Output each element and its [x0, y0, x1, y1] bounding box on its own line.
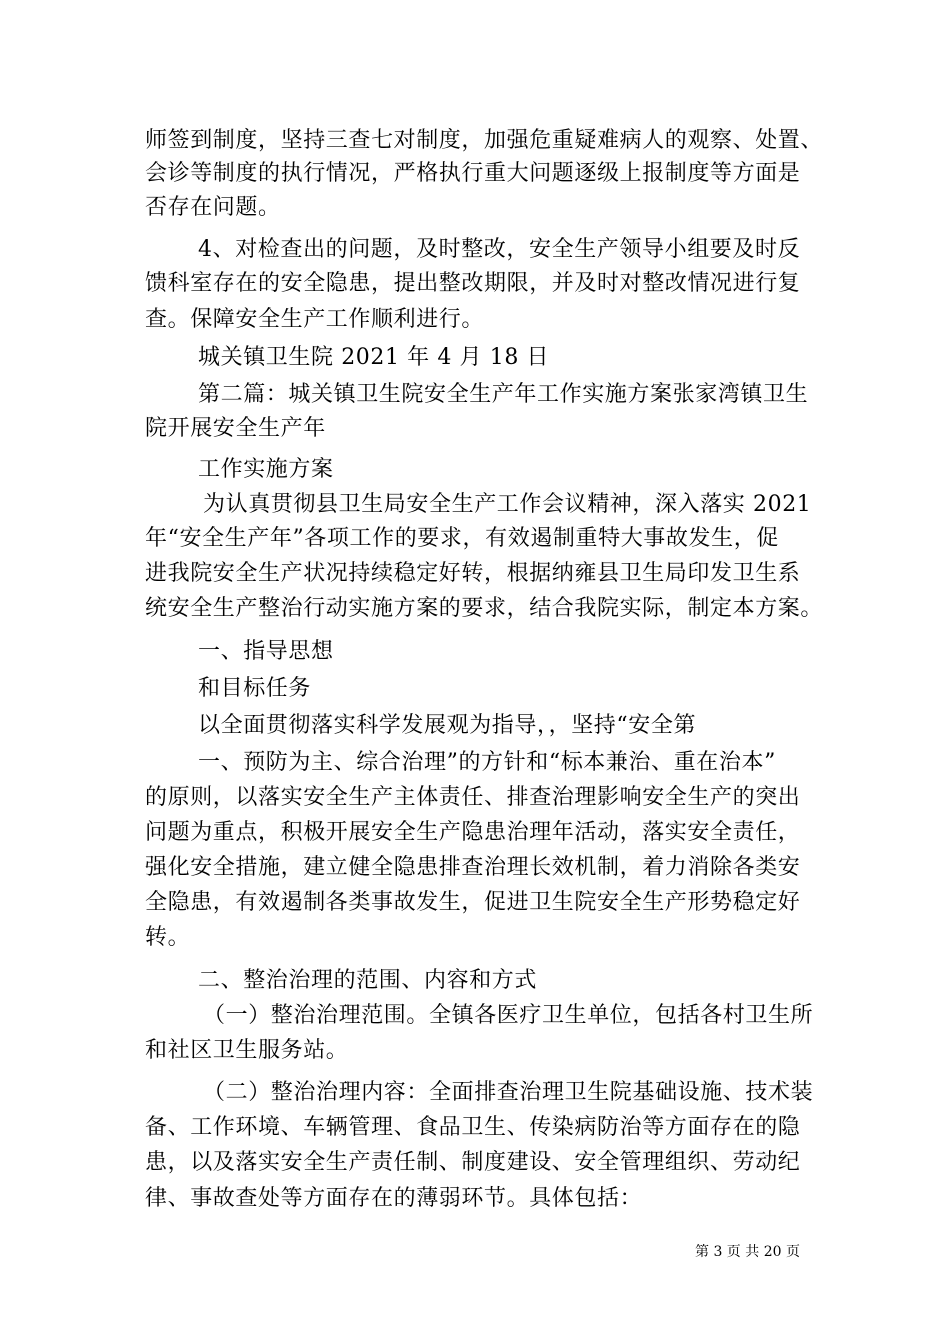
body-text-line: 问题为重点，积极开展安全生产隐患治理年活动，落实安全责任，	[145, 820, 801, 845]
body-text-line: 全隐患，有效遏制各类事故发生，促进卫生院安全生产形势稳定好	[145, 890, 801, 915]
body-text-line: 和社区卫生服务站。	[145, 1038, 349, 1063]
body-text-line: 查。保障安全生产工作顺利进行。	[145, 307, 485, 332]
body-text-line: 年“安全生产年”各项工作的要求，有效遏制重特大事故发生，促	[145, 526, 779, 551]
body-text-line: 转。	[145, 925, 191, 950]
body-text-line: 的原则，以落实安全生产主体责任、排查治理影响安全生产的突出	[145, 785, 801, 810]
body-text-line: 馈科室存在的安全隐患，提出整改期限，并及时对整改情况进行复	[145, 271, 801, 296]
body-text-line: （二）整治治理内容：全面排查治理卫生院基础设施、技术装	[203, 1080, 814, 1105]
body-text-line: 会诊等制度的执行情况，严格执行重大问题逐级上报制度等方面是	[145, 161, 801, 186]
body-text-line: 以全面贯彻落实科学发展观为指导，，坚持“安全第	[198, 713, 697, 738]
body-text-line: 二、整治治理的范围、内容和方式	[198, 968, 538, 993]
page-number-footer: 第 3 页 共 20 页	[695, 1244, 800, 1260]
body-text-line: 工作实施方案	[198, 457, 334, 482]
body-text-line: 一、预防为主、综合治理”的方针和“标本兼治、重在治本”	[198, 750, 776, 775]
body-text-line: 统安全生产整治行动实施方案的要求，结合我院实际，制定本方案。	[145, 596, 824, 621]
body-text-line: 强化安全措施，建立健全隐患排查治理长效机制，着力消除各类安	[145, 855, 801, 880]
body-text-line: 备、工作环境、车辆管理、食品卫生、传染病防治等方面存在的隐	[145, 1115, 801, 1140]
section-heading-continued: 院开展安全生产年	[145, 416, 326, 441]
body-text-line: 为认真贯彻县卫生局安全生产工作会议精神，深入落实 2021	[203, 492, 812, 517]
body-text-line: 师签到制度，坚持三查七对制度，加强危重疑难病人的观察、处置、	[145, 128, 824, 153]
body-text-line: （一）整治治理范围。全镇各医疗卫生单位，包括各村卫生所	[203, 1003, 814, 1028]
body-text-line: 进我院安全生产状况持续稳定好转，根据纳雍县卫生局印发卫生系	[145, 561, 801, 586]
body-text-line: 患，以及落实安全生产责任制、制度建设、安全管理组织、劳动纪	[145, 1150, 801, 1175]
body-text-line: 一、指导思想	[198, 639, 334, 664]
body-text-line: 4、对检查出的问题，及时整改，安全生产领导小组要及时反	[198, 237, 801, 262]
body-text-line: 城关镇卫生院 2021 年 4 月 18 日	[198, 345, 550, 370]
body-text-line: 否存在问题。	[145, 195, 281, 220]
body-text-line: 律、事故查处等方面存在的薄弱环节。具体包括：	[145, 1186, 643, 1211]
body-text-line: 和目标任务	[198, 676, 312, 701]
section-heading: 第二篇：城关镇卫生院安全生产年工作实施方案张家湾镇卫生	[198, 382, 809, 407]
